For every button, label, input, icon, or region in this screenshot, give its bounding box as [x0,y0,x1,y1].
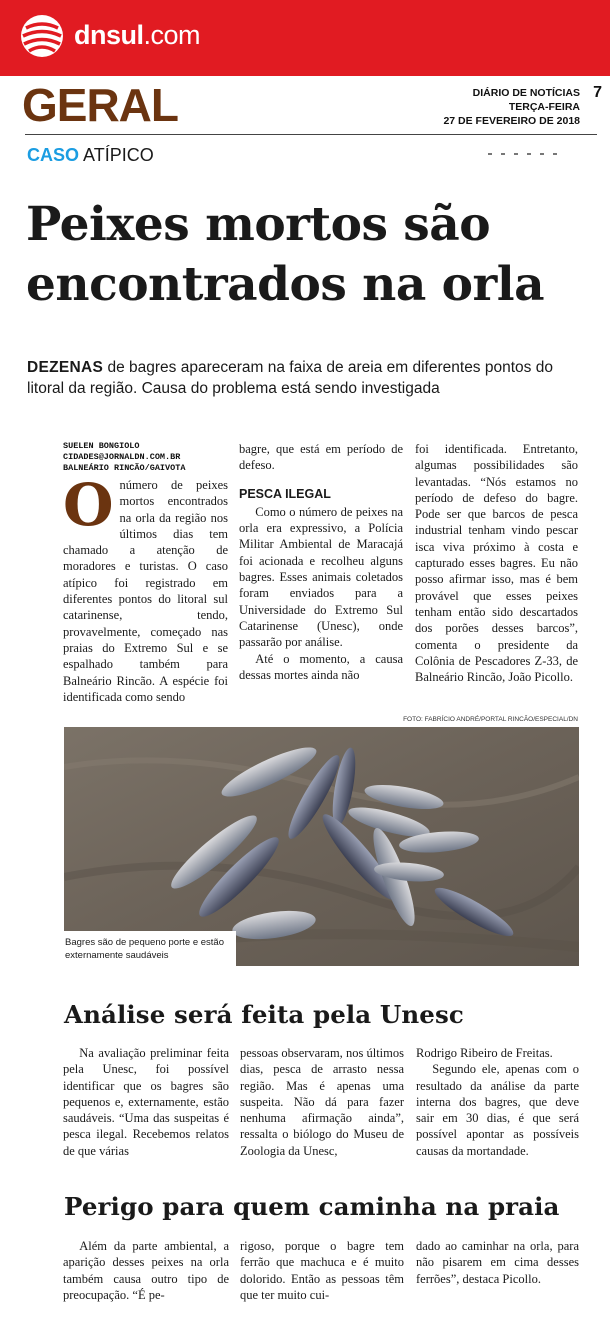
section3-title: Perigo para quem caminha na praia [64,1192,560,1221]
photo-credit: FOTO: FABRÍCIO ANDRÉ/PORTAL RINCÃO/ESPECIAL/DN [403,716,578,723]
article-col3-text: foi identificada. Entretanto, algumas possibilidades são levantadas. “Nós estamos no período de defeso do bagre. Pode ser que barcos de pesca industrial tenham vindo pescar isca viva próximo à costa e capturado esses bagres. Eu não posso afirmar isso, mas é bem provável que esses peixes tenham então sido descartados dos porões desses barcos”, comenta o presidente da Colônia de Pescadores Z-33, de Balneário Rincão, João Picollo. [415,442,578,685]
brand-name-bold: dnsul [74,20,144,50]
section3-col1-text: Além da parte ambiental, a aparição desses peixes na orla também causa outro tipo de preocupação. “É pe- [63,1239,229,1302]
article-column-2 [239,441,403,683]
section3-col3-text: dado ao caminhar na orla, para não pisarem em cima desses ferrões”, destaca Picollo. [416,1239,579,1286]
section-title: GERAL [22,79,178,131]
section2-col3-text: Segundo ele, apenas com o resultado da análise da parte interna dos bagres, que deve sair em 30 dias, é que será possível apontar as possíveis causas da mortandade. [416,1062,579,1158]
article-col1-text: número de peixes mortos encontrados na orla da região nos últimos dias tem chamado a atenção de moradores e turistas. O caso atípico foi registrado em diferentes pontos do litoral sul catarinense, tendo, provavelmente, começado nas praias do Extremo Sul e se espalhado também para Balneário Rincão. A espécie foi identificada como sendo [63,478,228,704]
drop-cap: O [63,471,114,539]
tag-keyword: CASO [27,145,80,165]
section2-column-2 [240,1045,404,1159]
dnsul-logo-icon [20,14,64,58]
brand-name-suffix: .com [143,20,201,50]
photo-caption: Bagres são de pequeno porte e estão externamente saudáveis [64,931,236,967]
headline: Peixes mortos são encontrados na orla [26,197,545,312]
byline-author: SUELEN BONGIOLO [63,441,140,451]
section2-col1-text: Na avaliação preliminar feita pela Unesc, foi possível identificar que os bagres são pequenos e, externamente, estão saudáveis. “Uma das suspeitas é pesca ilegal. Recebemos relatos de que várias [63,1046,229,1158]
section2-title: Análise será feita pela Unesc [64,1000,464,1029]
article-col2-p2: Até o momento, a causa dessas mortes ainda não [239,651,403,682]
weekday: TERÇA-FEIRA [508,101,580,113]
byline-email[interactable]: CIDADES@JORNALDN.COM.BR [63,452,181,462]
subhead-pesca-ilegal: PESCA ILEGAL [239,486,331,501]
article-col2-top: bagre, que está em período de defeso. [239,442,403,473]
brand-wordmark[interactable] [74,20,200,51]
section2-col2-text: pessoas observaram, nos últimos dias, pesca de arrasto nessa região. Mas é apenas uma suspeita. Não dá para fazer nenhuma afirmação ainda”, ressalta o biólogo do Museu de Zoologia da Unesc, [240,1046,404,1158]
page-number: 7 [593,84,602,101]
brand-bar [0,0,610,76]
section2-column-1 [63,1045,229,1159]
header-dots [488,142,568,144]
section3-column-3 [416,1238,579,1287]
paper-name: DIÁRIO DE NOTÍCIAS [472,87,580,99]
article-col2-p1: Como o número de peixes na orla era expressivo, a Polícia Militar Ambiental de Maracajá foi acionada e recolheu alguns bagres. Esses animais coletados foram enviados para a Universidade do Extremo Sul Catarinense (Unesc), onde passarão por análise. [239,504,403,650]
section2-col3-top: Rodrigo Ribeiro de Freitas. [416,1046,553,1060]
byline [63,441,185,474]
article-column-1 [63,471,228,705]
masthead-info [443,86,580,128]
section2-column-3 [416,1045,579,1159]
section3-column-1 [63,1238,229,1303]
section3-col2-text: rigoso, porque o bagre tem ferrão que machuca e é muito dolorido. Então as pessoas têm que ter muito cui- [240,1239,404,1302]
tag-text: ATÍPICO [79,145,154,165]
story-tag [27,145,154,166]
header-rule [25,134,597,135]
byline-place: BALNEÁRIO RINCÃO/GAIVOTA [63,463,186,473]
section3-column-2 [240,1238,404,1303]
issue-date: 27 DE FEVEREIRO DE 2018 [443,115,580,127]
deck-lead: DEZENAS [27,359,104,376]
deck-text: de bagres apareceram na faixa de areia em diferentes pontos do litoral da região. Causa do problema está sendo investigada [27,359,553,397]
deck [27,357,575,399]
article-column-3 [415,441,578,685]
